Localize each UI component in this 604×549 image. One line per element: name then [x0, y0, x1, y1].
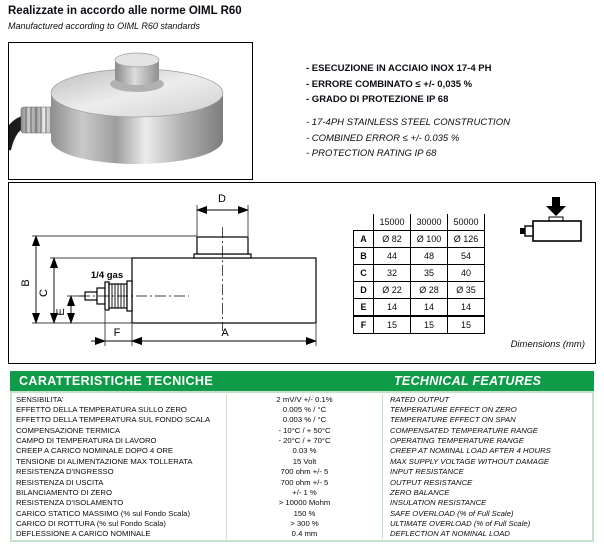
spec-label-en: ZERO BALANCE — [390, 487, 450, 497]
dim-cell: 15 — [411, 316, 448, 334]
feature-item: - 17-4PH STAINLESS STEEL CONSTRUCTION — [306, 117, 510, 128]
spec-label-en: MAX SUPPLY VOLTAGE WITHOUT DAMAGE — [390, 456, 550, 466]
specs-table — [10, 391, 594, 542]
spec-value: 150 % — [226, 508, 383, 518]
spec-label-it: CARICO STATICO MASSIMO (% sul Fondo Scala) — [16, 508, 190, 518]
spec-label-en: DEFLECTION AT NOMINAL LOAD — [390, 529, 510, 539]
spec-row — [12, 394, 592, 404]
spec-row — [12, 435, 592, 445]
feature-item: - ERRORE COMBINATO ≤ +/- 0,035 % — [306, 78, 473, 90]
dimension-table — [353, 214, 485, 334]
features-italian — [306, 61, 596, 108]
dim-label-b: B — [20, 279, 32, 287]
dim-table-corner — [354, 214, 374, 231]
thread-label: 1/4 gas — [90, 270, 124, 281]
dim-col-header: 15000 — [374, 214, 411, 231]
features-english — [306, 115, 596, 162]
spec-value: > 10000 Mohm — [226, 498, 383, 508]
table-row — [354, 265, 485, 282]
page-subtitle: Manufactured according to OIML R60 standards — [8, 21, 200, 31]
spec-label-it: RESISTENZA D'INGRESSO — [16, 467, 114, 477]
spec-label-it: CREEP A CARICO NOMINALE DOPO 4 ORE — [16, 446, 174, 456]
dim-label-f: F — [113, 327, 121, 339]
cell-body-outline — [132, 258, 316, 323]
table-row — [354, 316, 485, 334]
spec-value: 700 ohm +/- 5 — [226, 467, 383, 477]
spec-value: 0.003 % / °C — [226, 415, 383, 425]
spec-label-it: CARICO DI ROTTURA (% sul Fondo Scala) — [16, 518, 166, 528]
dim-label-d: D — [218, 193, 226, 205]
spec-label-en: TEMPERATURE EFFECT ON SPAN — [390, 415, 516, 425]
spec-label-en: INSULATION RESISTANCE — [390, 498, 487, 508]
spec-label-it: DEFLESSIONE A CARICO NOMINALE — [16, 529, 151, 539]
load-button — [110, 53, 164, 92]
page-title: Realizzate in accordo alle norme OIML R60 — [8, 5, 242, 17]
spec-label-it: EFFETTO DELLA TEMPERATURA SUL FONDO SCALA — [16, 415, 211, 425]
spec-row — [12, 518, 592, 528]
dim-cell: Ø 35 — [448, 282, 485, 299]
feature-item: - PROTECTION RATING IP 68 — [306, 148, 437, 159]
spec-row — [12, 446, 592, 456]
feature-item: - COMBINED ERROR ≤ +/- 0.035 % — [306, 132, 460, 144]
section-title-italian: CARATTERISTICHE TECNICHE — [19, 374, 214, 388]
spec-label-it: EFFETTO DELLA TEMPERATURA SULLO ZERO — [16, 405, 187, 415]
table-row — [354, 231, 485, 248]
spec-label-en: RATED OUTPUT — [390, 394, 450, 404]
spec-label-en: OUTPUT RESISTANCE — [390, 477, 473, 487]
spec-row — [12, 415, 592, 425]
spec-label-en: ULTIMATE OVERLOAD (% of Full Scale) — [390, 518, 531, 528]
dim-cell: 35 — [411, 265, 448, 282]
spec-value: 0.005 % / °C — [226, 404, 383, 414]
spec-label-it: CAMPO DI TEMPERATURA DI LAVORO — [16, 436, 157, 446]
dim-cell: 44 — [374, 248, 411, 265]
dim-label-a: A — [221, 327, 229, 339]
spec-row — [12, 467, 592, 477]
dim-cell: 14 — [448, 299, 485, 317]
spec-label-it: COMPENSAZIONE TERMICA — [16, 425, 121, 435]
spec-label-it: TENSIONE DI ALIMENTAZIONE MAX TOLLERATA — [16, 456, 193, 466]
dim-row-label: B — [354, 248, 374, 265]
spec-label-it: RESISTENZA DI USCITA — [16, 477, 104, 487]
section-title-english: TECHNICAL FEATURES — [394, 374, 542, 388]
section-header-bar — [10, 371, 594, 391]
table-row — [354, 299, 485, 317]
spec-label-en: SAFE OVERLOAD (% of Full Scale) — [390, 508, 514, 518]
dimension-drawing-frame — [8, 182, 596, 364]
spec-row — [12, 498, 592, 508]
spec-row — [12, 529, 592, 539]
dim-row-label: A — [354, 231, 374, 248]
spec-label-it: SENSIBILITA' — [16, 394, 64, 404]
dim-col-header: 30000 — [411, 214, 448, 231]
spec-label-en: INPUT RESISTANCE — [390, 467, 464, 477]
spec-value: 15 Volt — [226, 456, 383, 466]
spec-label-en: CREEP AT NOMINAL LOAD AFTER 4 HOURS — [390, 446, 551, 456]
spec-value: 0.4 mm — [226, 529, 383, 539]
spec-row — [12, 487, 592, 497]
spec-value: 2 mV/V +/- 0.1% — [226, 394, 383, 404]
dim-cell: Ø 22 — [374, 282, 411, 299]
dim-row-label: C — [354, 265, 374, 282]
spec-row — [12, 404, 592, 414]
dimension-drawing — [9, 183, 595, 361]
dim-row-label: F — [354, 316, 374, 334]
spec-row — [12, 425, 592, 435]
dim-cell: Ø 126 — [448, 231, 485, 248]
spec-value: - 10°C / + 50°C — [226, 425, 383, 435]
load-cell-side-icon — [520, 197, 581, 241]
feature-item: - GRADO DI PROTEZIONE IP 68 — [306, 94, 449, 105]
dim-cell: Ø 28 — [411, 282, 448, 299]
product-photo-frame — [8, 42, 253, 180]
dim-cell: 32 — [374, 265, 411, 282]
dim-cell: 14 — [411, 299, 448, 317]
load-direction-arrow-icon — [546, 197, 566, 216]
dim-cell: 14 — [374, 299, 411, 317]
dim-row-label: D — [354, 282, 374, 299]
spec-label-it: RESISTENZA D'ISOLAMENTO — [16, 498, 124, 508]
dimensions-note: Dimensions (mm) — [510, 339, 585, 350]
dim-label-e: E — [55, 308, 67, 316]
feature-item: - ESECUZIONE IN ACCIAIO INOX 17-4 PH — [306, 63, 492, 74]
spec-value: - 20°C / + 70°C — [226, 435, 383, 445]
spec-value: 0.03 % — [226, 446, 383, 456]
load-cell-photo — [9, 43, 250, 177]
spec-value: > 300 % — [226, 518, 383, 528]
dim-cell: 15 — [448, 316, 485, 334]
dim-cell: 54 — [448, 248, 485, 265]
spec-row — [12, 456, 592, 466]
dim-cell: Ø 82 — [374, 231, 411, 248]
spec-row — [12, 508, 592, 518]
spec-value: 700 ohm +/- 5 — [226, 477, 383, 487]
spec-label-en: COMPENSATED TEMPERATURE RANGE — [390, 425, 538, 435]
table-row — [354, 248, 485, 265]
spec-label-it: BILANCIAMENTO DI ZERO — [16, 487, 112, 497]
spec-label-en: OPERATING TEMPERATURE RANGE — [390, 436, 524, 446]
dim-cell: Ø 100 — [411, 231, 448, 248]
dim-row-label: E — [354, 299, 374, 317]
table-row — [354, 282, 485, 299]
dim-cell: 40 — [448, 265, 485, 282]
dim-cell: 48 — [411, 248, 448, 265]
spec-value: +/- 1 % — [226, 487, 383, 497]
spec-label-en: TEMPERATURE EFFECT ON ZERO — [390, 405, 517, 415]
dim-label-c: C — [38, 289, 50, 297]
spec-row — [12, 477, 592, 487]
dim-cell: 15 — [374, 316, 411, 334]
dim-col-header: 50000 — [448, 214, 485, 231]
